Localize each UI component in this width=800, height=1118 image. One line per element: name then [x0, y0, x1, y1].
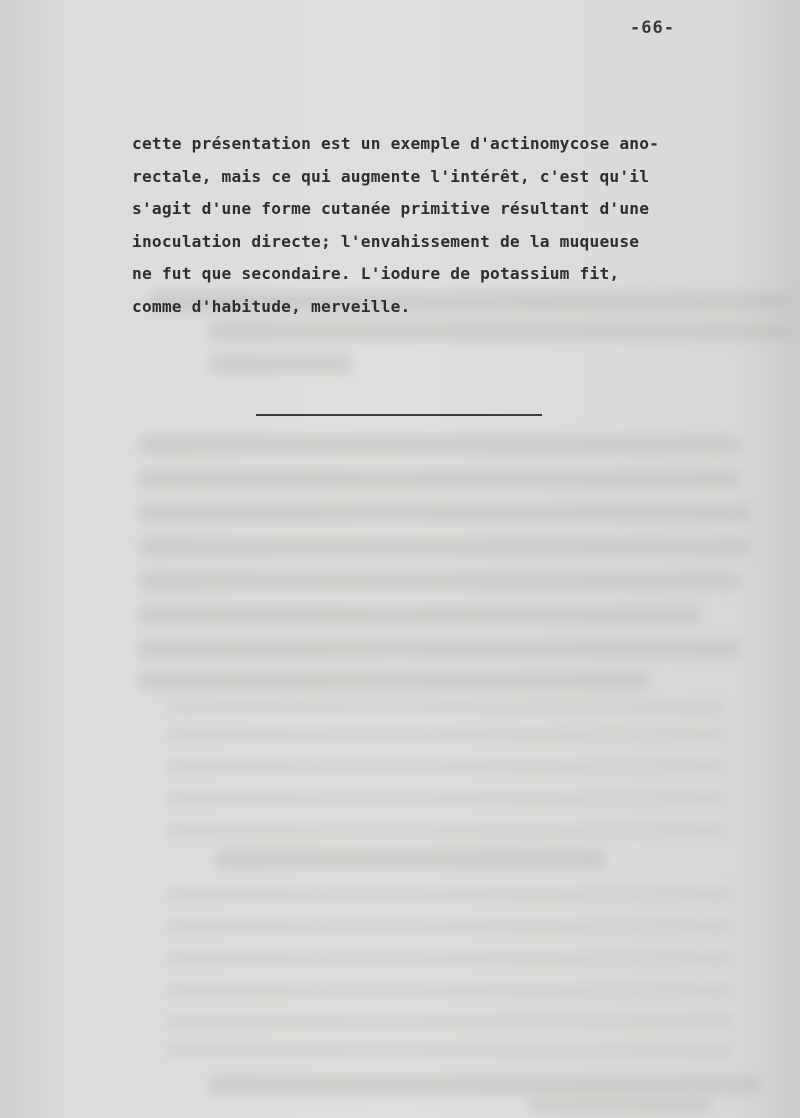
bleed-through-block-6: [140, 504, 750, 522]
bleed-through-block-12: [165, 700, 725, 714]
bleed-through-block-7: [140, 538, 750, 556]
bleed-through-block-17: [215, 850, 605, 868]
bleed-through-block-8: [140, 572, 740, 590]
bleed-through-block-16: [165, 824, 725, 838]
bleed-through-block-24: [210, 1076, 760, 1094]
bleed-through-block-13: [165, 728, 725, 742]
bleed-through-block-10: [140, 640, 740, 658]
section-divider: [256, 414, 542, 416]
page-number: -66-: [630, 18, 675, 38]
bleed-through-block-15: [165, 792, 725, 806]
bleed-through-block-14: [165, 760, 725, 774]
body-paragraph: [132, 128, 722, 323]
bleed-through-block-18: [165, 888, 735, 902]
text-line: rectale, mais ce qui augmente l'intérêt, c'est qu'il: [132, 166, 650, 186]
bleed-through-block-20: [165, 952, 735, 966]
bleed-through-block-9: [140, 606, 700, 624]
text-line: cette présentation est un exemple d'actinomycose ano-: [132, 134, 660, 153]
bleed-through-block-19: [165, 920, 735, 934]
text-line: ne fut que secondaire. L'iodure de potassium fit,: [132, 264, 620, 283]
text-line: s'agit d'une forme cutanée primitive résultant d'une: [132, 199, 650, 218]
bleed-through-block-2: [210, 322, 790, 340]
text-line: comme d'habitude, merveille.: [132, 296, 411, 316]
bleed-through-block-3: [210, 356, 350, 372]
bleed-through-block-5: [140, 470, 740, 488]
bleed-through-block-23: [165, 1044, 735, 1058]
bleed-through-block-21: [165, 984, 735, 998]
bleed-through-block-4: [140, 436, 740, 454]
bleed-through-block-11: [140, 672, 650, 690]
bleed-through-block-22: [165, 1014, 735, 1028]
bleed-through-block-25: [530, 1098, 710, 1112]
text-line: inoculation directe; l'envahissement de la muqueuse: [132, 231, 640, 251]
